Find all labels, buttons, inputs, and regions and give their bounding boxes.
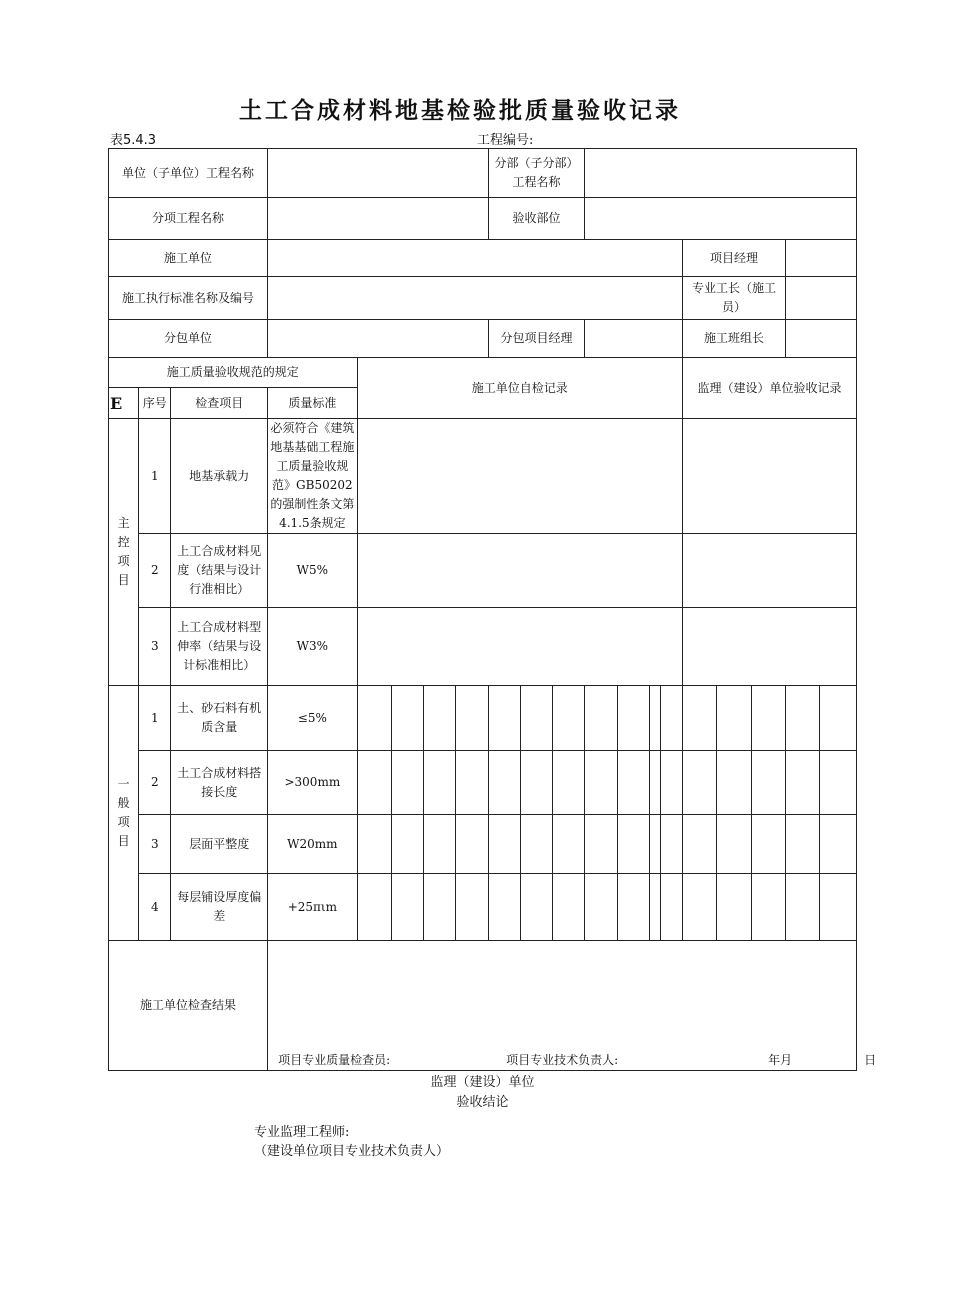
result-label: 施工单位检查结果 bbox=[109, 941, 268, 1071]
general-item-check-cell[interactable] bbox=[649, 815, 660, 874]
construction-unit-value[interactable] bbox=[268, 240, 683, 277]
general-item-check-cell[interactable] bbox=[785, 874, 819, 941]
general-item-check-cell[interactable] bbox=[683, 686, 717, 751]
general-item-check-cell[interactable] bbox=[820, 815, 857, 874]
standard-name-label: 施工执行标准名称及编号 bbox=[109, 277, 268, 320]
supervision-engineer-label: 专业监理工程师: bbox=[254, 1125, 350, 1140]
inspector-label: 项目专业质量检查员: bbox=[278, 1053, 391, 1067]
acceptance-record-table bbox=[108, 148, 877, 1071]
subcontractor-value[interactable] bbox=[268, 320, 488, 358]
general-item-check-cell[interactable] bbox=[553, 815, 585, 874]
general-item-check-cell[interactable] bbox=[553, 874, 585, 941]
general-item-check-cell[interactable] bbox=[357, 815, 391, 874]
general-item-check-cell[interactable] bbox=[683, 751, 717, 815]
general-item-check-cell[interactable] bbox=[820, 751, 857, 815]
general-item-check-cell[interactable] bbox=[661, 751, 683, 815]
general-item-check-cell[interactable] bbox=[617, 686, 649, 751]
main-item-name: 上工合成材料见度（结果与设计行准相比） bbox=[171, 534, 268, 608]
construction-unit-label: 施工单位 bbox=[109, 240, 268, 277]
main-item-supervision[interactable] bbox=[683, 534, 857, 608]
general-item-seq: 4 bbox=[139, 874, 171, 941]
main-item-std: W3% bbox=[268, 608, 357, 686]
general-item-check-cell[interactable] bbox=[424, 815, 456, 874]
foreman-label: 专业工长（施工员） bbox=[683, 277, 786, 320]
general-item-check-cell[interactable] bbox=[520, 815, 552, 874]
general-item-check-cell[interactable] bbox=[424, 751, 456, 815]
quality-std-header: 质量标准 bbox=[268, 388, 357, 419]
standard-name-value[interactable] bbox=[268, 277, 683, 320]
general-item-check-cell[interactable] bbox=[751, 686, 785, 751]
general-item-check-cell[interactable] bbox=[424, 874, 456, 941]
general-item-check-cell[interactable] bbox=[820, 874, 857, 941]
self-check-header: 施工单位自检记录 bbox=[357, 358, 682, 419]
general-item-check-cell[interactable] bbox=[520, 874, 552, 941]
item-project-name-value[interactable] bbox=[268, 198, 488, 240]
general-item-check-cell[interactable] bbox=[391, 751, 423, 815]
acceptance-conclusion-label: 验收结论 bbox=[456, 1095, 509, 1110]
team-leader-label: 施工班组长 bbox=[683, 320, 786, 358]
main-item-std: 必须符合《建筑地基基础工程施工质量验收规范》GB50202的强制性条文第4.1.5条规定 bbox=[268, 419, 357, 534]
general-item-check-cell[interactable] bbox=[785, 751, 819, 815]
general-item-check-cell[interactable] bbox=[585, 686, 617, 751]
general-item-check-cell[interactable] bbox=[717, 686, 751, 751]
general-item-check-cell[interactable] bbox=[357, 751, 391, 815]
main-item-self-check[interactable] bbox=[357, 608, 682, 686]
main-item-seq: 3 bbox=[139, 608, 171, 686]
main-item-std: W5% bbox=[268, 534, 357, 608]
general-item-check-cell[interactable] bbox=[520, 751, 552, 815]
day-label: 日 bbox=[864, 1053, 877, 1067]
team-leader-value[interactable] bbox=[785, 320, 856, 358]
general-item-check-cell[interactable] bbox=[649, 874, 660, 941]
general-item-check-cell[interactable] bbox=[617, 874, 649, 941]
general-item-check-cell[interactable] bbox=[617, 751, 649, 815]
general-item-check-cell[interactable] bbox=[520, 686, 552, 751]
general-item-std: >300mm bbox=[268, 751, 357, 815]
general-item-seq: 2 bbox=[139, 751, 171, 815]
general-item-check-cell[interactable] bbox=[820, 686, 857, 751]
foreman-value[interactable] bbox=[785, 277, 856, 320]
main-item-name: 上工合成材料型伸率（结果与设计标准相比） bbox=[171, 608, 268, 686]
sub-project-name-label: 分部（子分部）工程名称 bbox=[488, 149, 585, 198]
main-item-seq: 1 bbox=[139, 419, 171, 534]
page-title: 土工合成材料地基检验批质量验收记录 bbox=[239, 97, 681, 124]
sub-project-manager-label: 分包项目经理 bbox=[488, 320, 585, 358]
general-item-check-cell[interactable] bbox=[661, 686, 683, 751]
project-manager-value[interactable] bbox=[785, 240, 856, 277]
general-item-check-cell[interactable] bbox=[488, 751, 520, 815]
general-item-check-cell[interactable] bbox=[357, 686, 391, 751]
main-item-supervision[interactable] bbox=[683, 608, 857, 686]
general-item-check-cell[interactable] bbox=[683, 815, 717, 874]
general-item-check-cell[interactable] bbox=[424, 686, 456, 751]
seq-header: 序号 bbox=[139, 388, 171, 419]
check-item-header: 检查项目 bbox=[171, 388, 268, 419]
general-item-name: 层面平整度 bbox=[171, 815, 268, 874]
sub-project-name-value[interactable] bbox=[585, 149, 857, 198]
acceptance-part-value[interactable] bbox=[585, 198, 857, 240]
form-number: 表5.4.3 bbox=[110, 133, 157, 148]
acceptance-part-label: 验收部位 bbox=[488, 198, 585, 240]
main-group-text: 主控项目 bbox=[117, 516, 130, 587]
owner-tech-lead-label: （建设单位项目专业技术负责人） bbox=[254, 1144, 450, 1159]
project-number-label: 工程编号: bbox=[477, 133, 534, 148]
general-item-check-cell[interactable] bbox=[717, 874, 751, 941]
general-item-name: 每层铺设厚度偏差 bbox=[171, 874, 268, 941]
general-item-seq: 3 bbox=[139, 815, 171, 874]
general-item-check-cell[interactable] bbox=[357, 874, 391, 941]
tech-lead-label: 项目专业技术负责人: bbox=[506, 1053, 619, 1067]
project-manager-label: 项目经理 bbox=[683, 240, 786, 277]
general-item-check-cell[interactable] bbox=[649, 686, 660, 751]
general-item-name: 土、砂石料有机质含量 bbox=[171, 686, 268, 751]
sub-project-manager-value[interactable] bbox=[585, 320, 683, 358]
general-item-check-cell[interactable] bbox=[456, 874, 488, 941]
general-item-check-cell[interactable] bbox=[649, 751, 660, 815]
general-item-check-cell[interactable] bbox=[553, 686, 585, 751]
general-item-check-cell[interactable] bbox=[456, 751, 488, 815]
year-month-label: 年月 bbox=[768, 1053, 793, 1067]
main-group-label bbox=[109, 419, 139, 686]
general-item-check-cell[interactable] bbox=[488, 874, 520, 941]
general-item-std: +25πιm bbox=[268, 874, 357, 941]
item-project-name-label: 分项工程名称 bbox=[109, 198, 268, 240]
main-item-self-check[interactable] bbox=[357, 534, 682, 608]
result-area[interactable] bbox=[268, 941, 877, 1071]
general-item-check-cell[interactable] bbox=[717, 815, 751, 874]
general-item-check-cell[interactable] bbox=[717, 751, 751, 815]
supervision-header: 监理（建设）单位验收记录 bbox=[683, 358, 857, 419]
subcontractor-label: 分包单位 bbox=[109, 320, 268, 358]
general-item-check-cell[interactable] bbox=[585, 815, 617, 874]
unit-project-name-label: 单位（子单位）工程名称 bbox=[109, 149, 268, 198]
general-item-check-cell[interactable] bbox=[488, 686, 520, 751]
general-item-check-cell[interactable] bbox=[456, 686, 488, 751]
main-item-name: 地基承载力 bbox=[171, 419, 268, 534]
general-item-std: ≤5% bbox=[268, 686, 357, 751]
general-group-text: 一般项目 bbox=[117, 777, 130, 848]
spec-group-header: 施工质量验收规范的规定 bbox=[109, 358, 358, 388]
general-item-check-cell[interactable] bbox=[661, 874, 683, 941]
main-item-supervision[interactable] bbox=[683, 419, 857, 534]
general-item-name: 土工合成材料搭接长度 bbox=[171, 751, 268, 815]
general-item-seq: 1 bbox=[139, 686, 171, 751]
general-item-check-cell[interactable] bbox=[683, 874, 717, 941]
general-item-check-cell[interactable] bbox=[751, 751, 785, 815]
general-item-check-cell[interactable] bbox=[553, 751, 585, 815]
general-item-check-cell[interactable] bbox=[751, 815, 785, 874]
general-item-check-cell[interactable] bbox=[661, 815, 683, 874]
supervision-unit-label: 监理（建设）单位 bbox=[430, 1075, 535, 1090]
general-item-check-cell[interactable] bbox=[391, 686, 423, 751]
general-item-check-cell[interactable] bbox=[751, 874, 785, 941]
general-item-check-cell[interactable] bbox=[391, 815, 423, 874]
general-item-check-cell[interactable] bbox=[585, 751, 617, 815]
general-group-label bbox=[109, 686, 139, 941]
general-item-std: W20mm bbox=[268, 815, 357, 874]
general-item-check-cell[interactable] bbox=[391, 874, 423, 941]
general-item-check-cell[interactable] bbox=[617, 815, 649, 874]
general-item-check-cell[interactable] bbox=[785, 815, 819, 874]
main-item-self-check[interactable] bbox=[357, 419, 682, 534]
general-item-check-cell[interactable] bbox=[585, 874, 617, 941]
general-item-check-cell[interactable] bbox=[785, 686, 819, 751]
unit-project-name-value[interactable] bbox=[268, 149, 488, 198]
main-item-seq: 2 bbox=[139, 534, 171, 608]
row-mark: E bbox=[109, 388, 139, 419]
general-item-check-cell[interactable] bbox=[456, 815, 488, 874]
general-item-check-cell[interactable] bbox=[488, 815, 520, 874]
